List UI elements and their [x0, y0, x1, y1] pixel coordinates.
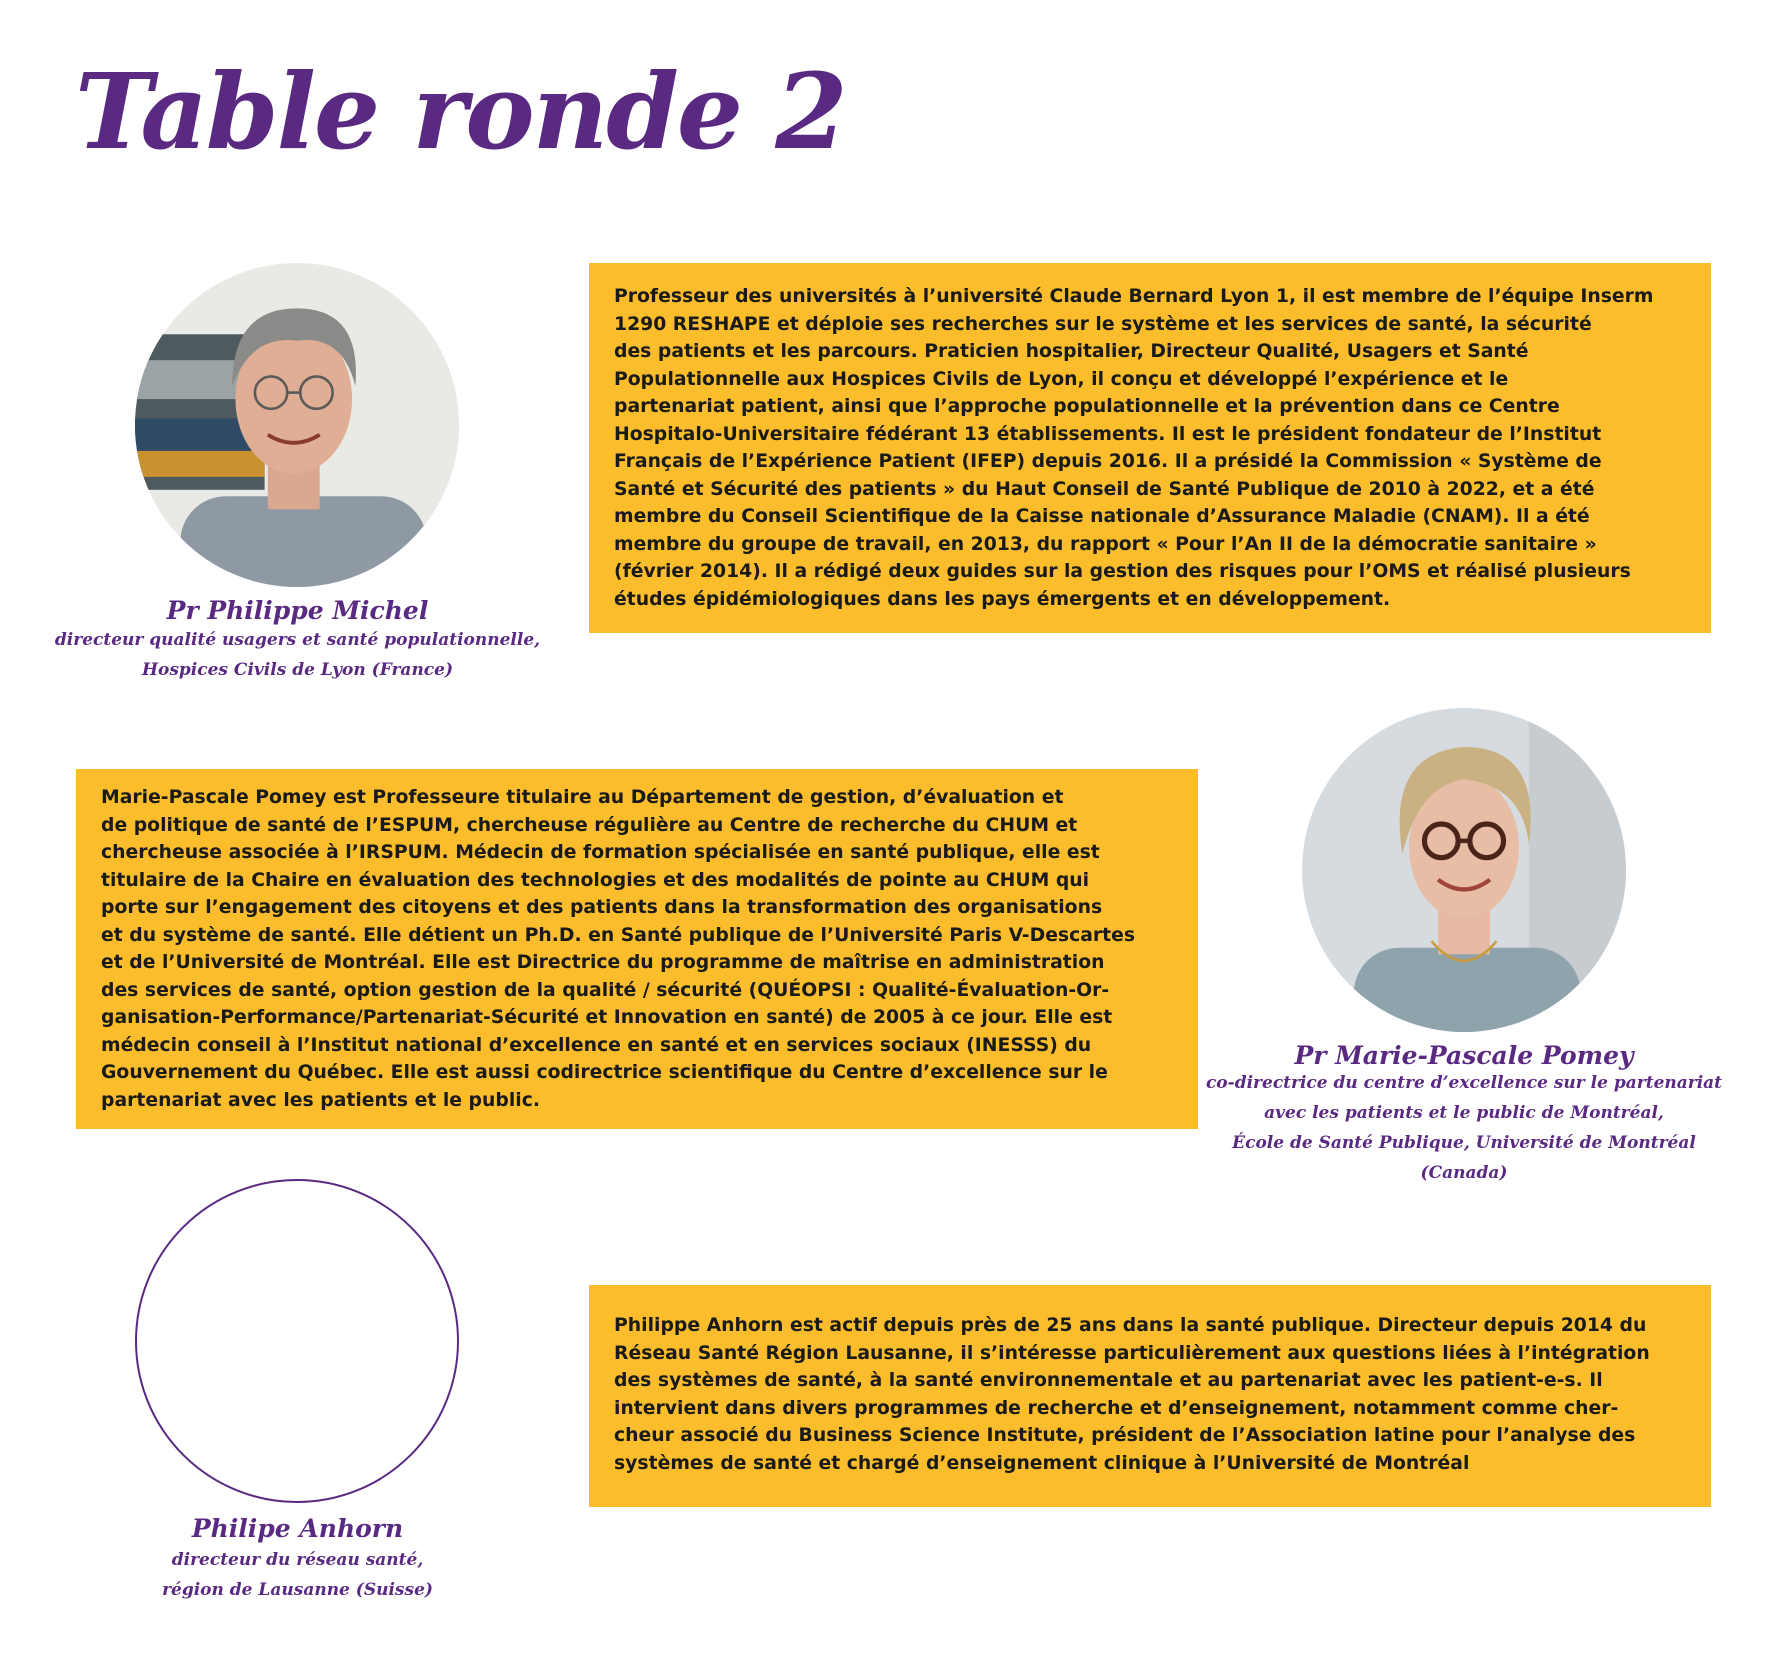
speaker-3-role: directeur du réseau santé, région de Lausanne (Suisse) [162, 1550, 433, 1600]
speaker-2-bio: Marie-Pascale Pomey est Professeure titulaire au Département de gestion, d’évaluation et de politique de santé de l’ESPUM, chercheuse régulière au Centre de recherche du CHUM et chercheuse associée à l’IRSPUM. Médecin de formation spécialisée en santé publique, elle est titulaire de la Chaire en évaluation des technologies et des modalités de pointe au CHUM qui porte sur l’engagement des citoyens et des patients dans la transformation des organisations et du système de santé. Elle détient un Ph.D. en Santé publique de l’Université Paris V-Descartes et de l’Université de Montréal. Elle est Directrice du programme de maîtrise en administration des services de santé, option gestion de la qualité / sécurité (QUÉOPSI : Qualité-Évaluation-Or- ganisation-Performance/Partenariat-Sécurité et Innovation en santé) de 2005 à ce jour. Elle est médecin conseil à l’Institut national d’excellence en santé et en services sociaux (INESSS) du Gouvernement du Québec. Elle est aussi codirectrice scientifique du Centre d’excellence sur le partenariat avec les patients et le public. [76, 769, 1198, 1129]
page-title: Table ronde 2 [75, 50, 846, 173]
speaker-3-bio: Philippe Anhorn est actif depuis près de 25 ans dans la santé publique. Directeur depuis 2014 du Réseau Santé Région Lausanne, il s’intéresse particulièrement aux questions liées à l’intégration des systèmes de santé, à la santé environnementale et au partenariat avec les patient-e-s. Il intervient dans divers programmes de recherche et d’enseignement, notamment comme cher- cheur associé du Business Science Institute, président de l’Association latine pour l’analyse des systèmes de santé et chargé d’enseignement clinique à l’Université de Montréal [589, 1285, 1711, 1507]
speaker-1-photo [135, 263, 459, 587]
speaker-2-photo [1302, 708, 1626, 1032]
speaker-3-name: Philipe Anhorn [191, 1514, 404, 1543]
speaker-1-role: directeur qualité usagers et santé populationnelle, Hospices Civils de Lyon (France) [54, 630, 541, 680]
speaker-3-photo-placeholder [135, 1179, 459, 1503]
speaker-2-role: co-directrice du centre d’excellence sur le partenariat avec les patients et le public de Montréal, École de Santé Publique, Université de Montréal (Canada) [1205, 1073, 1723, 1183]
speaker-1-bio: Professeur des universités à l’université Claude Bernard Lyon 1, il est membre de l’équipe Inserm 1290 RESHAPE et déploie ses recherches sur le système et les services de santé, la sécurité des patients et les parcours. Praticien hospitalier, Directeur Qualité, Usagers et Santé Populationnelle aux Hospices Civils de Lyon, il conçu et développé l’expérience et le partenariat patient, ainsi que l’approche populationnelle et la prévention dans ce Centre Hospitalo-Universitaire fédérant 13 établissements. Il est le président fondateur de l’Institut Français de l’Expérience Patient (IFEP) depuis 2016. Il a présidé la Commission « Système de Santé et Sécurité des patients » du Haut Conseil de Santé Publique de 2010 à 2022, et a été membre du Conseil Scientifique de la Caisse nationale d’Assurance Maladie (CNAM). Il a été membre du groupe de travail, en 2013, du rapport « Pour l’An II de la démocratie sanitaire » (février 2014). Il a rédigé deux guides sur la gestion des risques pour l’OMS et réalisé plusieurs études épidémiologiques dans les pays émergents et en développement. [589, 263, 1711, 633]
speaker-1-name: Pr Philippe Michel [166, 596, 429, 625]
speaker-2-name: Pr Marie-Pascale Pomey [1294, 1041, 1634, 1070]
